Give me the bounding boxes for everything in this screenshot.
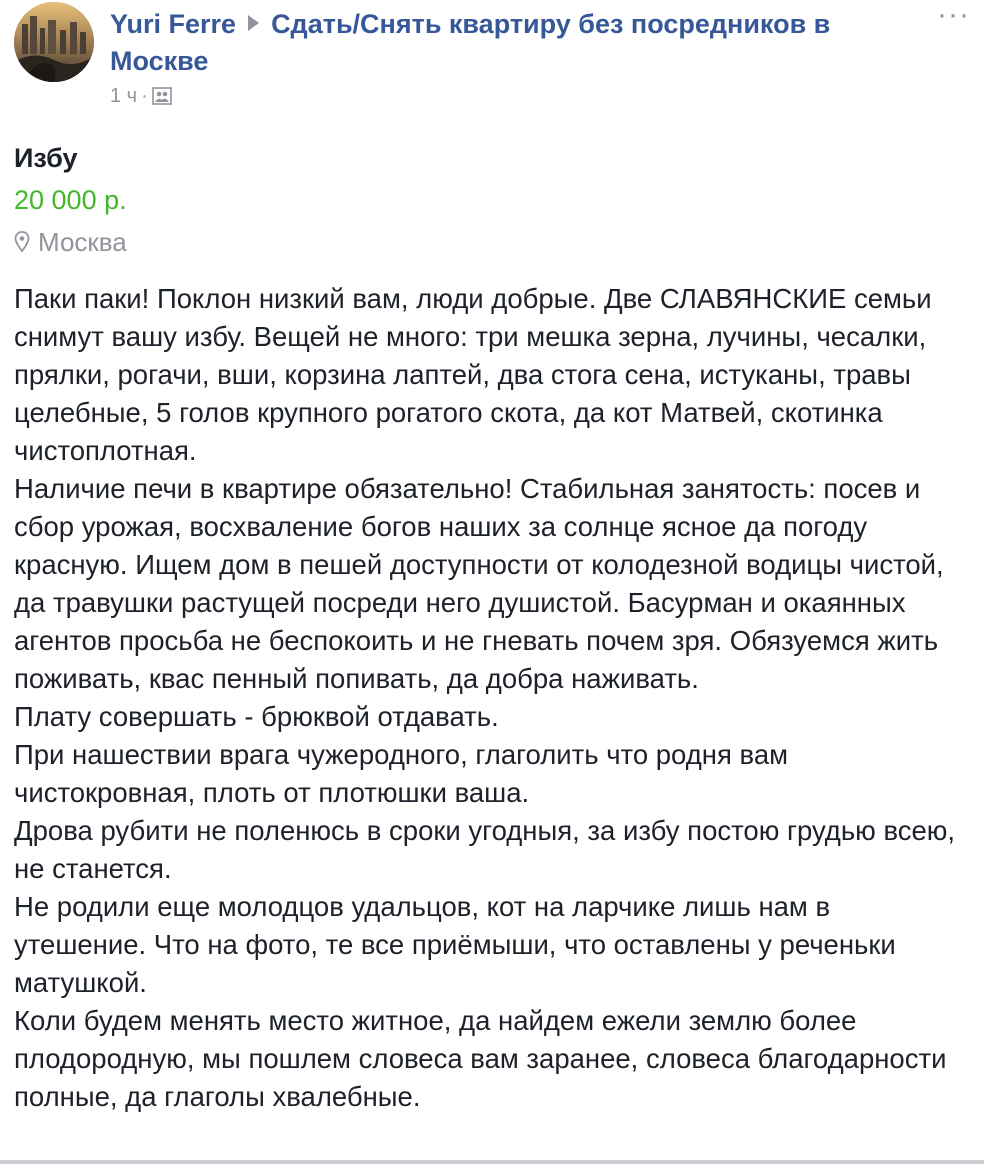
group-icon[interactable] <box>152 87 172 105</box>
triangle-right-icon <box>248 15 259 31</box>
more-options-icon[interactable]: ··· <box>937 0 970 31</box>
post-time[interactable]: 1 ч <box>110 85 138 107</box>
body-paragraph: Наличие печи в квартире обязательно! Стабильная занятость: посев и сбор урожая, восхваление богов наших за солнце ясное да погоду красную. Ищем дом в пешей доступности от колодезной водицы чистой, да травушки растущей посреди него душистой. Басурман и окаянных агентов просьба не беспокоить и не гневать почем зря. Обязуемся жить поживать, квас пенный попивать, да добра наживать. <box>14 473 944 694</box>
map-pin-icon <box>14 231 30 253</box>
body-paragraph: Паки паки! Поклон низкий вам, люди добрые. Две СЛАВЯНСКИЕ семьи снимут вашу избу. Вещей не много: три мешка зерна, лучины, чесалки, прялки, рогачи, вши, корзина лаптей, два стога сена, истуканы, травы целебные, 5 голов крупного рогатого скота, да кот Матвей, скотинка чистоплотная. <box>14 283 932 466</box>
avatar-image <box>14 2 94 82</box>
meta-separator: · <box>141 85 148 107</box>
post-meta <box>110 84 172 108</box>
body-paragraph: Коли будем менять место житное, да найдем ежели землю более плодородную, мы пошлем словеса вам заранее, словеса благодарности полные, да глаголы хвалебные. <box>14 1005 947 1112</box>
listing-details <box>14 140 964 260</box>
body-paragraph: Дрова рубити не поленюсь в сроки угодныя, за избу постою грудью всею, не станется. <box>14 815 956 884</box>
listing-price: 20 000 р. <box>14 185 127 215</box>
author-name[interactable]: Yuri Ferre <box>110 9 237 39</box>
listing-title: Избу <box>14 143 78 173</box>
body-paragraph: Плату совершать - брюквой отдавать. <box>14 701 499 732</box>
body-paragraph: Не родили еще молодцов удальцов, кот на ларчике лишь нам в утешение. Что на фото, те все приёмыши, что оставлены у реченьки матушкой. <box>14 891 896 998</box>
post-body <box>14 280 964 1116</box>
listing-location[interactable] <box>14 224 964 260</box>
avatar[interactable] <box>14 2 94 82</box>
divider <box>0 1160 984 1164</box>
group-name[interactable]: Сдать/Снять квартиру без посредников в Москве <box>110 9 831 76</box>
body-paragraph: При нашествии врага чужеродного, глаголить что родня вам чистокровная, плоть от плотюшки ваша. <box>14 739 789 808</box>
author-line <box>110 6 910 80</box>
location-name: Москва <box>38 227 127 257</box>
post-header <box>0 0 984 120</box>
